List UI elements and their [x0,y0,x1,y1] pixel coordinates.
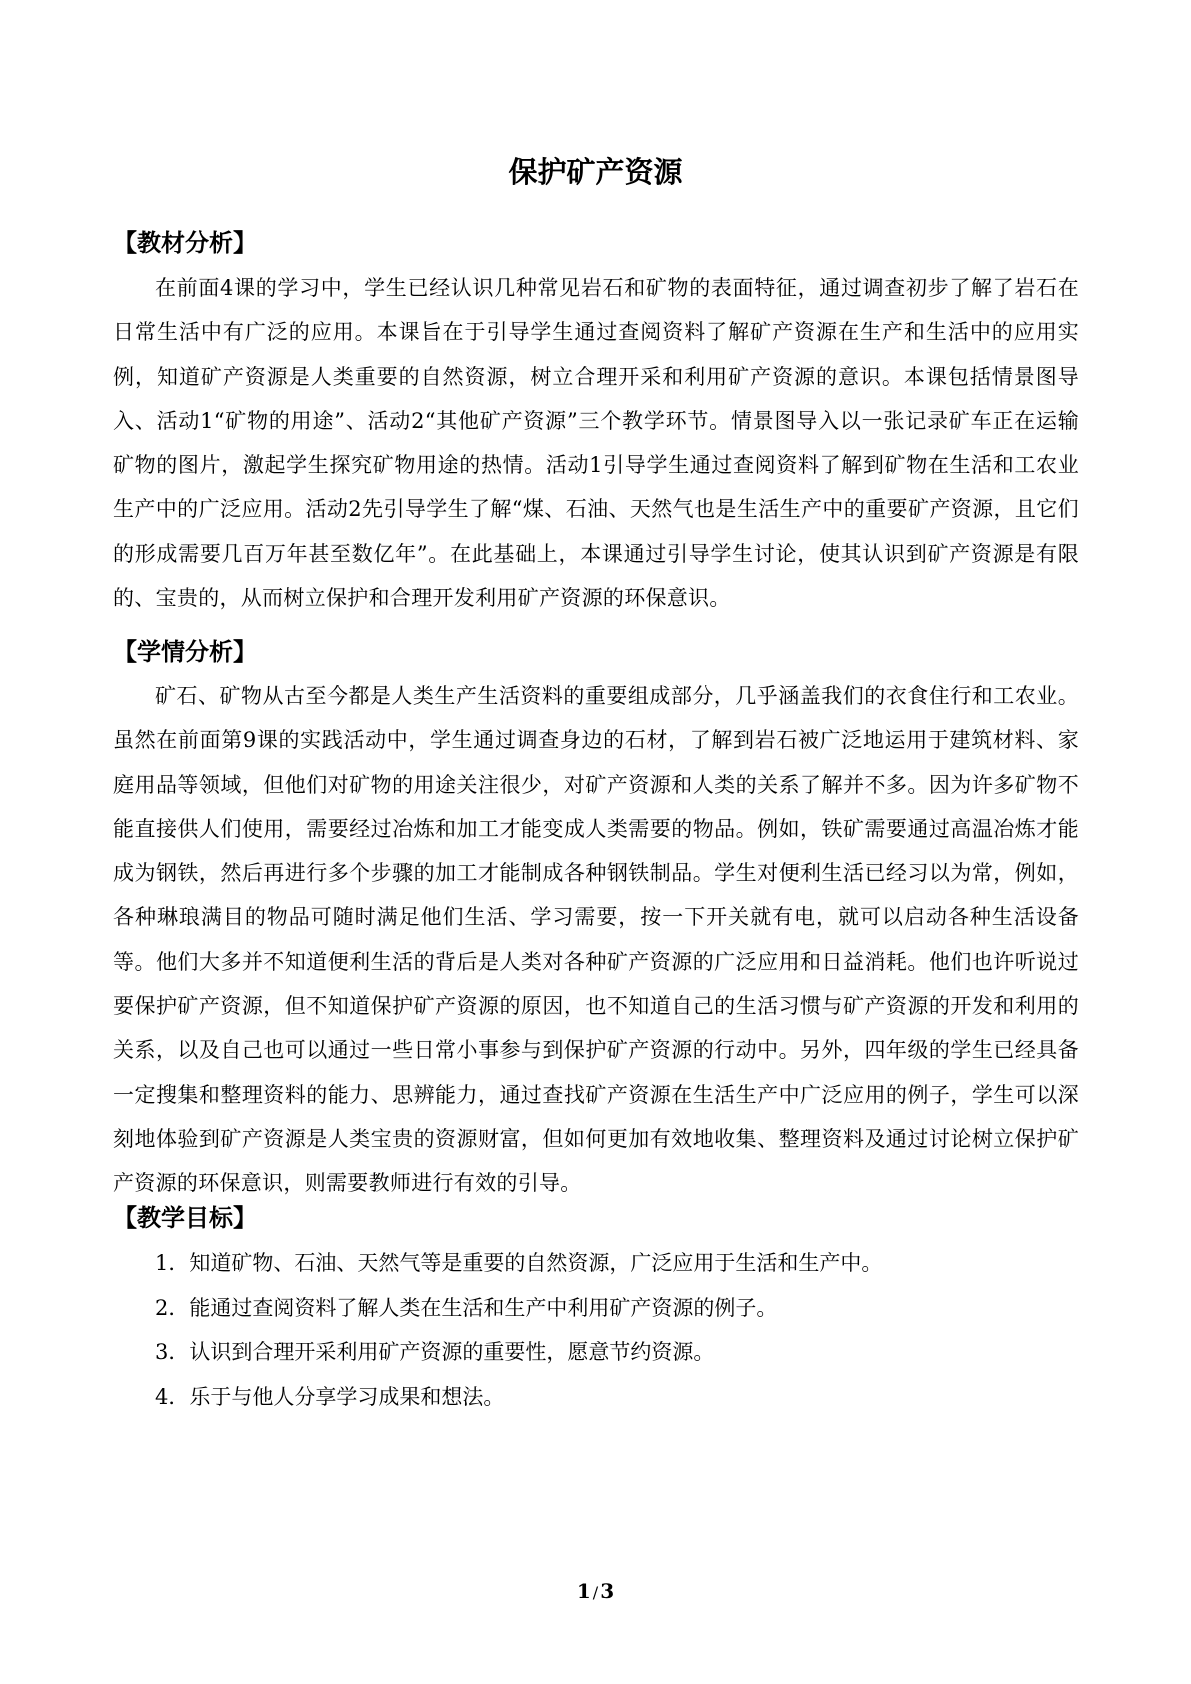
list-item [113,1330,1079,1375]
list-item [113,1375,1079,1420]
teaching-goals-list [113,1241,1079,1419]
section-heading-teaching-goals: 【教学目标】 [113,1203,257,1232]
goal-text: 乐于与他人分享学习成果和想法。 [189,1384,505,1409]
goal-number: 4． [155,1384,190,1409]
goal-number: 2． [155,1295,190,1320]
section-heading-textbook-analysis: 【教材分析】 [113,228,257,257]
goal-text: 能通过查阅资料了解人类在生活和生产中利用矿产资源的例子。 [189,1295,778,1320]
goal-text: 认识到合理开采利用矿产资源的重要性，愿意节约资源。 [189,1340,715,1364]
learner-analysis-paragraph: 矿石、矿物从古至今都是人类生产生活资料的重要组成部分，几乎涵盖我们的衣食住行和工农业。虽然在前面第9课的实践活动中，学生通过调查身边的石材，了解到岩石被广泛地运用于建筑材料、家庭用品等领域，但他们对矿物的用途关注很少，对矿产资源和人类的关系了解并不多。因为许多矿物不能直接供人们使用，需要经过冶炼和加工才能变成人类需要的物品。例如，铁矿需要通过高温冶炼才能成为钢铁，然后再进行多个步骤的加工才能制成各种钢铁制品。学生对便利生活已经习以为常，例如，各种琳琅满目的物品可随时满足他们生活、学习需要，按一下开关就有电，就可以启动各种生活设备等。他们大多并不知道便利生活的背后是人类对各种矿产资源的广泛应用和日益消耗。他们也许听说过要保护矿产资源，但不知道保护矿产资源的原因，也不知道自己的生活习惯与矿产资源的开发和利用的关系，以及自己也可以通过一些日常小事参与到保护矿产资源的行动中。另外，四年级的学生已经具备一定搜集和整理资料的能力、思辨能力，通过查找矿产资源在生活生产中广泛应用的例子，学生可以深刻地体验到矿产资源是人类宝贵的资源财富，但如何更加有效地收集、整理资料及通过讨论树立保护矿产资源的环保意识，则需要教师进行有效的引导。 [113,684,1079,1196]
document-title: 保护矿产资源 [508,155,683,189]
current-page-number: 1 [576,1579,591,1603]
goal-number: 1． [155,1251,190,1275]
section-heading-learner-analysis: 【学情分析】 [113,637,257,666]
goal-text: 知道矿物、石油、天然气等是重要的自然资源，广泛应用于生活和生产中。 [189,1251,883,1275]
page-number [0,1578,1191,1606]
total-pages-number: 3 [600,1579,615,1603]
page-separator: / [592,1583,599,1602]
goal-number: 3． [155,1340,190,1364]
list-item [113,1241,1079,1286]
textbook-analysis-paragraph: 在前面4课的学习中，学生已经认识几种常见岩石和矿物的表面特征，通过调查初步了解了岩石在日常生活中有广泛的应用。本课旨在于引导学生通过查阅资料了解矿产资源在生产和生活中的应用实例，知道矿产资源是人类重要的自然资源，树立合理开采和利用矿产资源的意识。本课包括情景图导入、活动1“矿物的用途”、活动2“其他矿产资源”三个教学环节。情景图导入以一张记录矿车正在运输矿物的图片，激起学生探究矿物用途的热情。活动1引导学生通过查阅资料了解到矿物在生活和工农业生产中的广泛应用。活动2先引导学生了解“煤、石油、天然气也是生活生产中的重要矿产资源，且它们的形成需要几百万年甚至数亿年”。在此基础上，本课通过引导学生讨论，使其认识到矿产资源是有限的、宝贵的，从而树立保护和合理开发利用矿产资源的环保意识。 [113,276,1079,611]
list-item [113,1286,1079,1331]
